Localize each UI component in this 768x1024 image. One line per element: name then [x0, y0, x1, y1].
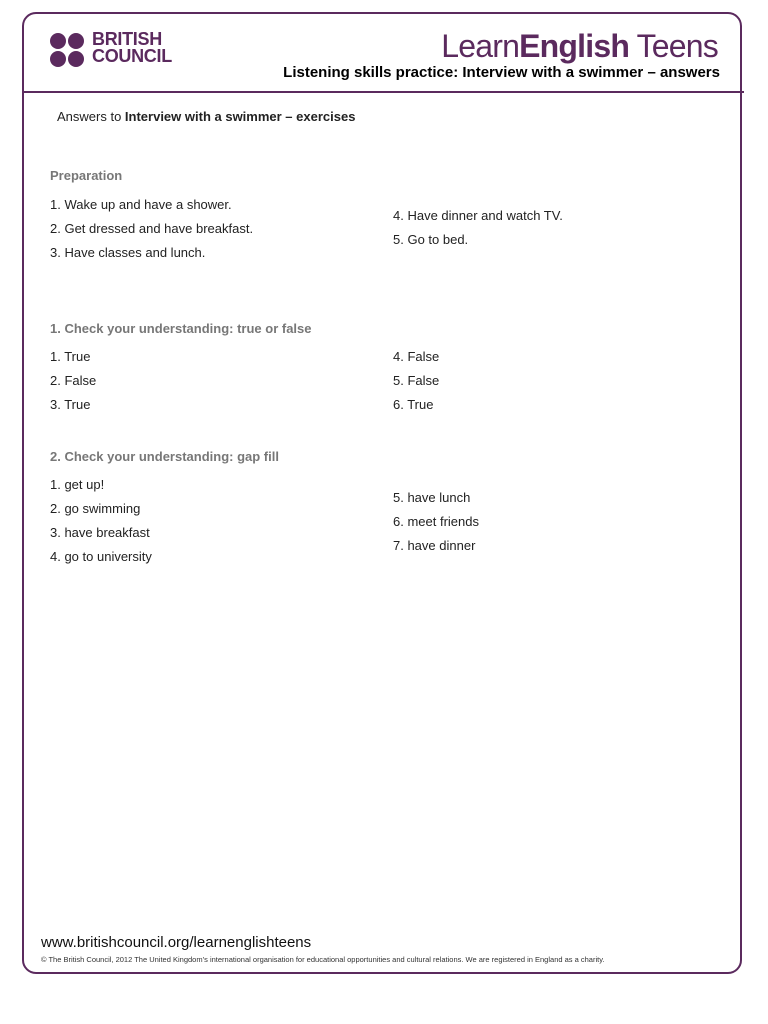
list-item: 2. go swimming [50, 501, 141, 516]
section-heading-gap-fill: 2. Check your understanding: gap fill [50, 449, 279, 464]
true-false-left-list [50, 349, 96, 421]
list-item: 4. False [393, 349, 440, 364]
footer-copyright: © The British Council, 2012 The United Kingdom’s international organisation for educational opportunities and cultural relations. We are registered in England as a charity. [41, 955, 605, 964]
learnenglish-teens-logo: LearnEnglish Teens [441, 28, 718, 64]
list-item: 7. have dinner [393, 538, 476, 553]
list-item: 3. have breakfast [50, 525, 150, 540]
list-item: 3. True [50, 397, 91, 412]
gap-fill-left-list [50, 477, 152, 573]
list-item: 3. Have classes and lunch. [50, 245, 206, 260]
preparation-right-list [393, 208, 563, 256]
list-item: 6. meet friends [393, 514, 479, 529]
section-heading-true-false: 1. Check your understanding: true or false [50, 321, 312, 336]
list-item: 1. Wake up and have a shower. [50, 197, 232, 212]
footer-url-link[interactable]: www.britishcouncil.org/learnenglishteens [41, 934, 312, 951]
list-item: 2. Get dressed and have breakfast. [50, 221, 254, 236]
preparation-left-list [50, 197, 253, 269]
gap-fill-right-list [393, 490, 479, 562]
list-item: 6. True [393, 397, 434, 412]
list-item: 5. have lunch [393, 490, 471, 505]
list-item: 1. True [50, 349, 91, 364]
list-item: 1. get up! [50, 477, 105, 492]
page-title: Listening skills practice: Interview with a swimmer – answers [283, 64, 720, 81]
true-false-right-list [393, 349, 439, 421]
header-divider [22, 91, 744, 93]
list-item: 2. False [50, 373, 97, 388]
british-council-dots-icon [50, 32, 86, 68]
list-item: 4. Have dinner and watch TV. [393, 208, 563, 223]
list-item: 5. Go to bed. [393, 232, 469, 247]
section-heading-preparation: Preparation [50, 168, 123, 183]
list-item: 4. go to university [50, 549, 152, 564]
intro-line: Answers to Interview with a swimmer – exercises [57, 109, 356, 124]
british-council-wordmark: BRITISH COUNCIL [92, 29, 172, 66]
list-item: 5. False [393, 373, 440, 388]
